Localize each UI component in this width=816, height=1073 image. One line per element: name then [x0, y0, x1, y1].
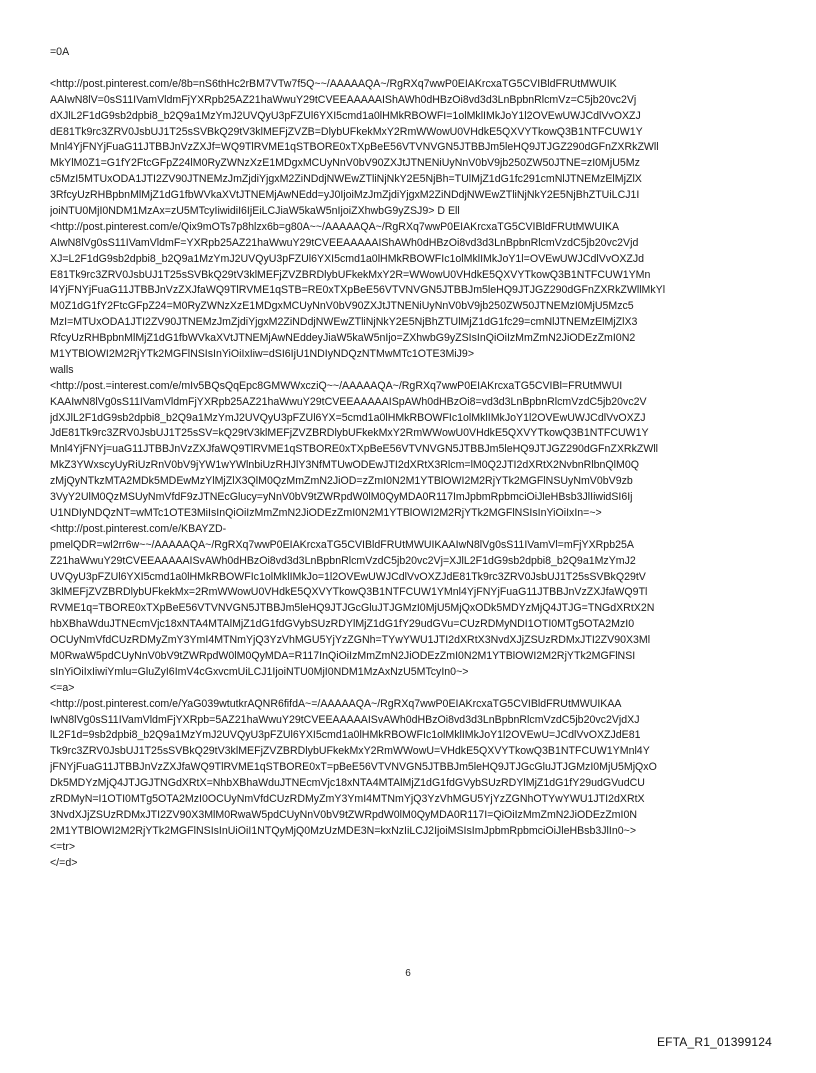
text-line: hbXBhaWduJTNEcmVjc18xNTA4MTAlMjZ1dG1fdGVybSUzRDYlMjZ1dG1fY29udGVu=CUzRDMyNDI1OTI0MTg5OTA2MzI0 [50, 618, 635, 631]
text-line: 3VyY2UlM0QzMSUyNmVfdF9zJTNEcGlucy=yNnV0bV9tZWRpdW0lM0QyMDA0R117ImJpbmRpbmciOiJleHBsb3JlIiwidSI6Ij [50, 491, 633, 504]
text-line: =0A [50, 46, 70, 58]
text-line: lL2F1d=9sb2dpbi8_b2Q9a1MzYmJ2UVQyU3pFZUl6YXI5cmd1a0lHMkRBOWFIc1olMklIMkJoY1l2OVEwU=JCdlVvOXZJdE81 [50, 729, 641, 742]
text-line: <=tr> [50, 840, 76, 853]
text-line: 3RfcyUzRHBpbnMlMjZ1dG1fbWVkaXVtJTNEMjAwNEdd=yJ0IjoiMzJmZjdiYjgxM2ZiNDdjNWEwZTliNjNkY2E5NjBhZTUiLCJ1I [50, 189, 640, 202]
text-line: JdE81Tk9rc3ZRV0JsbUJ1T25sSV=kQ29tV3klMEFjZVZBRDlybUFkekMxY2RmWWowU0VHdkE5QXVYTkowQ3B1NTFCUW1Y [50, 427, 649, 440]
text-line: UVQyU3pFZUl6YXI5cmd1a0lHMkRBOWFIc1olMklIMkJo=1l2OVEwUWJCdlVvOXZJdE81Tk9rc3ZRV0JsbUJ1T25sSVBkQ29tV [50, 570, 646, 583]
text-line: MzI=MTUxODA1JTI2ZV90JTNEMzJmZjdiYjgxM2ZiNDdjNWEwZTliNjNkY2E5NjBhZTUlMjZ1dG1fc29=cmNlJTNEMzElMjZlX3 [50, 316, 638, 329]
text-line: <http://post.pinterest.com/e/Qix9mOTs7p8hlzx6b=g80A~~/AAAAAQA~/RgRXq7wwP0EIAKrcxaTG5CVIBldFRUtMWUIKA [50, 220, 620, 233]
text-line: jFNYjFuaG11JTBBJnVzZXJfaWQ9TlRVME1qSTBORE0xT=pBeE56VTVNVGN5JTBBJm5leHQ9JTJGcGluJTJGMzI0MjU5MjQxO [50, 761, 657, 774]
text-line: Mnl4YjFNYjFuaG11JTBBJnVzZXJf=WQ9TlRVME1qSTBORE0xTXpBeE56VTVNVGN5JTBBJm5leHQ9JTJGZ290dGFnZXRkZWll [50, 141, 659, 154]
text-line: c5MzI5MTUxODA1JTI2ZV90JTNEMzJmZjdiYjgxM2ZiNDdjNWEwZTliNjNkY2E5NjBh=TUlMjZ1dG1fc291cmNlJTNEMzElMjZlX [50, 173, 642, 186]
bates-number: EFTA_R1_01399124 [656, 1035, 772, 1049]
text-line: Dk5MDYzMjQ4JTJGJTNGdXRtX=NhbXBhaWduJTNEcmVjc18xNTA4MTAlMjZ1dG1fdGVybSUzRDYlMjZ1dG1fY29udGVudCU [50, 777, 645, 790]
document-body [50, 45, 776, 871]
text-line: M0Z1dG1fY2FtcGFpZ24=M0RyZWNzXzE1MDgxMCUyNnV0bV90ZXJtJTNENiUyNnV0bV9jb250ZW50JTNEMzI0MjU5Mzc5 [50, 300, 634, 313]
text-line: E81Tk9rc3ZRV0JsbUJ1T25sSVBkQ29tV3klMEFjZVZBRDlybUFkekMxY2R=WWowU0VHdkE5QXVYTkowQ3B1NTFCUW1YMn [50, 268, 651, 281]
text-line: RfcyUzRHBpbnMlMjZ1dG1fbWVkaXVtJTNEMjAwNEddeyJiaW5kaW5nIjo=ZXhwbG9yZSIsInQiOiIzMmZmN2JiODEzZmI0N2 [50, 332, 636, 345]
blank-line [50, 61, 776, 77]
text-line: <http://post.pinterest.com/e/KBAYZD- [50, 522, 227, 535]
text-line: OCUyNmVfdCUzRDMyZmY3YmI4MTNmYjQ3YzVhMGU5YjYzZGNh=TYwYWU1JTI2dXRtX3NvdXJjZSUzRDMxJTI2ZV90X3Ml [50, 634, 651, 647]
text-line: M0RwaW5pdCUyNnV0bV9tZWRpdW0lM0QyMDA=R117InQiOiIzMmZmN2JiODEzZmI0N2M1YTBlOWI2M2RjYTk2MGFlNSI [50, 649, 636, 662]
text-line: </=d> [50, 856, 78, 869]
text-line: IwN8lVg0sS11IVamVldmFjYXRpb=5AZ21haWwuY29tCVEEAAAAAISvAWh0dHBzOi8vd3d3LnBpbnRlcmVzdC5jb20vc2VjdXJ [50, 713, 640, 726]
text-line: joiNTU0MjI0NDM1MzAx=zU5MTcyIiwidiI6IjEiLCJiaW5kaW5nIjoiZXhwbG9yZSJ9> D Ell [50, 205, 460, 218]
text-line: zMjQyNTkzMTA2MDk5MDEwMzYlMjZlX3QlM0QzMmZmN2JiOD=zZmI0N2M1YTBlOWI2M2RjYTk2MGFlNSUyNmV0bV9zb [50, 475, 633, 488]
text-line: 2M1YTBlOWI2M2RjYTk2MGFlNSIsInUiOiI1NTQyMjQ0MzUzMDE3N=kxNzIiLCJ2IjoiMSIsImJpbmRpbmciOiJleHBsb3JlIn0~> [50, 824, 637, 837]
text-line: <http://post.pinterest.com/e/YaG039wtutkrAQNR6fifdA~=/AAAAAQA~/RgRXq7wwP0EIAKrcxaTG5CVIBldFRUtMWUIKAA [50, 697, 622, 710]
text-line: dXJlL2F1dG9sb2dpbi8_b2Q9a1MzYmJ2UVQyU3pFZUl6YXI5cmd1a0lHMkRBOWFI=1olMklIMkJoY1l2OVEwUWJCdlVvOXZJ [50, 109, 641, 122]
text-line: AAIwN8lV=0sS11IVamVldmFjYXRpb25AZ21haWwuY29tCVEEAAAAAIShAWh0dHBzOi8vd3d3LnBpbnRlcmVz=C5jb20vc2Vj [50, 93, 637, 106]
text-line: KAAIwN8lVg0sS11IVamVldmFjYXRpb25AZ21haWwuY29tCVEEAAAAAISpAWh0dHBzOi8=vd3d3LnBpbnRlcmVzdC5jb20vc2V [50, 395, 647, 408]
text-line: AIwN8lVg0sS11IVamVldmF=YXRpb25AZ21haWwuY29tCVEEAAAAAIShAWh0dHBzOi8vd3d3LnBpbnRlcmVzdC5jb20vc2Vjd [50, 236, 639, 249]
text-line: <http://post.pinterest.com/e/8b=nS6thHc2rBM7VTw7f5Q~~/AAAAAQA~/RgRXq7wwP0EIAKrcxaTG5CVIBldFRUtMWUIK [50, 77, 617, 90]
text-line: zRDMyN=I1OTI0MTg5OTA2MzI0OCUyNmVfdCUzRDMyZmY3YmI4MTNmYjQ3YzVhMGU5YjYzZGNhOTYwYWU1JTI2dXRtX [50, 792, 645, 805]
text-line: <=a> [50, 681, 75, 694]
text-line: MkYlM0Z1=G1fY2FtcGFpZ24lM0RyZWNzXzE1MDgxMCUyNnV0bV90ZXJtJTNENiUyNnV0bV9jb250ZW50JTNE=zI0MjU5Mz [50, 157, 640, 170]
text-line: <http://post.=interest.com/e/mIv5BQsQqEpc8GMWWxcziQ~~/AAAAAQA~/RgRXq7wwP0EIAKrcxaTG5CVIBl=FRUtMWUI [50, 379, 623, 392]
text-line: jdXJlL2F1dG9sb2dpbi8_b2Q9a1MzYmJ2UVQyU3pFZUl6YX=5cmd1a0lHMkRBOWFIc1olMklIMkJoY1l2OVEwUWJCdlVvOXZJ [50, 411, 646, 424]
text-line: XJ=L2F1dG9sb2dpbi8_b2Q9a1MzYmJ2UVQyU3pFZUl6YXI5cmd1a0lHMkRBOWFIc1olMklIMkJoY1l=OVEwUWJCdlVvOXZJd [50, 252, 645, 265]
text-line: Mnl4YjFNYj=uaG11JTBBJnVzZXJfaWQ9TlRVME1qSTBORE0xTXpBeE56VTVNVGN5JTBBJm5leHQ9JTJGZ290dGFnZXRkZWll [50, 443, 659, 456]
text-line: l4YjFNYjFuaG11JTBBJnVzZXJfaWQ9TlRVME1qSTB=RE0xTXpBeE56VTVNVGN5JTBBJm5leHQ9JTJGZ290dGFnZXRkZWllMkYl [50, 284, 666, 297]
text-line: RVME1q=TBORE0xTXpBeE56VTVNVGN5JTBBJm5leHQ9JTJGcGluJTJGMzI0MjU5MjQxODk5MDYzMjQ4JTJG=TNGdXRtX2N [50, 602, 655, 615]
text-line: sInYiOiIxIiwiYmlu=GluZyI6ImV4cGxvcmUiLCJ1IjoiNTU0MjI0NDM1MzAxNzU5MTcyIn0~> [50, 665, 469, 678]
text-line: 3klMEFjZVZBRDlybUFkekMx=2RmWWowU0VHdkE5QXVYTkowQ3B1NTFCUW1YMnl4YjFNYjFuaG11JTBBJnVzZXJfaWQ9Tl [50, 586, 648, 599]
text-line: Z21haWwuY29tCVEEAAAAAISvAWh0dHBzOi8vd3d3LnBpbnRlcmVzdC5jb20vc2Vj=XJlL2F1dG9sb2dpbi8_b2Q9a1MzYmJ2 [50, 554, 636, 567]
page-number: 6 [405, 968, 411, 979]
text-line: U1NDIyNDQzNT=wMTc1OTE3MiIsInQiOiIzMmZmN2JiODEzZmI0N2M1YTBlOWI2M2RjYTk2MGFlNSIsInYiOiIxIn=~> [50, 506, 602, 519]
text-line: MkZ3YWxscyUyRiUzRnV0bV9jYW1wYWlnbiUzRHJlY3NfMTUwODEwJTI2dXRtX3Rlcm=lM0Q2JTI2dXRtX2NvbnRlbnQlM0Q [50, 459, 639, 472]
text-line: walls [50, 363, 74, 376]
text-line: pmelQDR=wl2rr6w~~/AAAAAQA~/RgRXq7wwP0EIAKrcxaTG5CVIBldFRUtMWUIKAAIwN8lVg0sS11IVamVl=mFjYXRpb25A [50, 538, 634, 551]
text-line: dE81Tk9rc3ZRV0JsbUJ1T25sSVBkQ29tV3klMEFjZVZB=DlybUFkekMxY2RmWWowU0VHdkE5QXVYTkowQ3B1NTFCUW1Y [50, 125, 643, 138]
text-line: Tk9rc3ZRV0JsbUJ1T25sSVBkQ29tV3klMEFjZVZBRDlybUFkekMxY2RmWWowU=VHdkE5QXVYTkowQ3B1NTFCUW1YMnl4Y [50, 745, 650, 758]
text-line: 3NvdXJjZSUzRDMxJTI2ZV90X3MlM0RwaW5pdCUyNnV0bV9tZWRpdW0lM0QyMDA0R117I=QiOiIzMmZmN2JiODEzZmI0N [50, 808, 637, 821]
text-line: M1YTBlOWI2M2RjYTk2MGFlNSIsInYiOiIxIiw=dSI6IjU1NDIyNDQzNTMwMTc1OTE3MiJ9> [50, 348, 475, 361]
